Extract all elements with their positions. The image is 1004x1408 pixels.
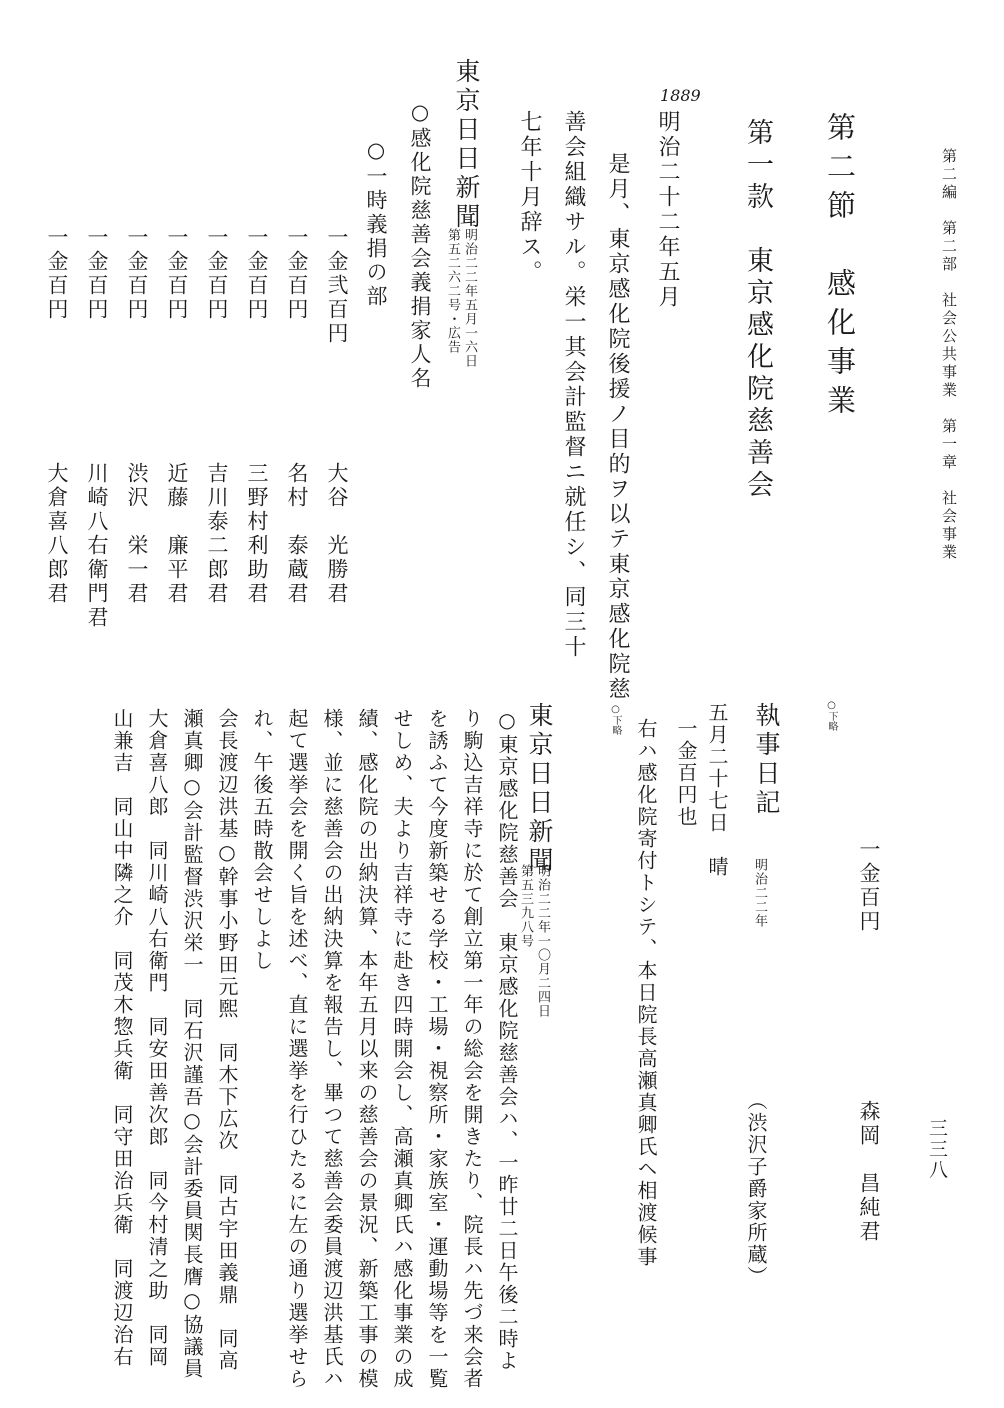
diary-year: 明治二二年: [752, 858, 767, 928]
donor-amount: 一金百円: [165, 226, 189, 322]
donor-amount: 一金百円: [285, 226, 309, 322]
donor-name: 吉川泰二郎君: [205, 462, 229, 606]
source-title: 東京日日新聞: [525, 702, 554, 876]
donor-name: 渋沢 栄一君: [125, 462, 149, 606]
donor-amount: 一金百円: [45, 226, 69, 322]
diary-item: 一金百円也: [674, 718, 698, 828]
diary-title: 執事日記: [752, 702, 781, 818]
article-line: 会長渡辺洪基○幹事小野田元煕 同木下広次 同古宇田義鼎 同高: [215, 708, 239, 1372]
article-line: 績、感化院の出納決算、本年五月以来の慈善会の景況、新築工事の模: [355, 708, 379, 1390]
article-line: ○東京感化院慈善会 東京感化院慈善会ハ、一昨廿二日午後二時よ: [495, 708, 519, 1372]
diary-provenance: （渋沢子爵家所蔵）: [744, 1090, 768, 1288]
donor-amount: 一金百円: [245, 226, 269, 322]
donor-name: 森岡 昌純君: [857, 1100, 881, 1244]
article-line: れ、午後五時散会せしよし: [250, 708, 274, 972]
donor-amount: 一金百円: [125, 226, 149, 322]
donor-list-heading: ○感化院慈善会義捐家人名: [408, 100, 432, 391]
article-line: を誘ふて今度新築せる学校・工場・視察所・家族室・運動場等を一覧: [425, 708, 449, 1390]
omission-note: ○下略: [610, 704, 621, 735]
donor-amount: 一金百円: [85, 226, 109, 322]
donor-amount: 一金弐百円: [325, 226, 349, 346]
donor-name: 三野村利助君: [245, 462, 269, 606]
diary-line: 右ハ感化院寄付トシテ、本日院長高瀬真卿氏ヘ相渡候事: [634, 718, 658, 1268]
donor-name: 大谷 光勝君: [325, 462, 349, 606]
donor-amount: 一金百円: [857, 838, 881, 934]
donor-list-subheading: ○一時義捐の部: [364, 138, 388, 309]
year-label: 1889: [660, 86, 701, 105]
article-line: り駒込吉祥寺に於て創立第一年の総会を開きたり、院長ハ先づ来会者: [460, 708, 484, 1390]
article-line: 瀬真卿○会計監督渋沢栄一 同石沢謹吾○会計委員関長膺○協議員: [180, 708, 204, 1380]
source-note-issue: 第五二六二号・広告: [445, 228, 460, 354]
page-number: 三三八: [926, 1118, 948, 1181]
donor-name: 近藤 廉平君: [165, 462, 189, 606]
donor-name: 大倉喜八郎君: [45, 462, 69, 606]
article-line: 大倉喜八郎 同川崎八右衛門 同安田善次郎 同今村清之助 同岡: [145, 708, 169, 1368]
subsection-title: 第一款 東京感化院慈善会: [742, 118, 773, 502]
entry-line-1: 是月、東京感化院後援ノ目的ヲ以テ東京感化院慈: [605, 152, 630, 702]
entry-date: 明治二十二年五月: [655, 110, 680, 310]
source-note-date: 明治二二年五月一六日: [462, 228, 477, 368]
source-note-date: 明治二二年一〇月二四日: [535, 864, 550, 1018]
donor-name: 名村 泰蔵君: [285, 462, 309, 606]
diary-date: 五月二十七日 晴: [705, 702, 729, 878]
running-header: 第二編 第二部 社会公共事業 第一章 社会事業: [940, 148, 958, 562]
article-line: 様、並に慈善会の出納決算を報告し、畢つて慈善会委員渡辺洪基氏ハ: [320, 708, 344, 1390]
donor-name: 川崎八右衛門君: [85, 462, 109, 630]
article-line: 山兼吉 同山中隣之介 同茂木惣兵衛 同守田治兵衛 同渡辺治右: [110, 708, 134, 1368]
omission-note: ○下略: [826, 700, 837, 731]
source-title: 東京日日新聞: [452, 58, 481, 232]
article-line: 起て選挙会を開く旨を述べ、直に選挙を行ひたるに左の通り選挙せら: [285, 708, 309, 1390]
article-line: せしめ、夫より吉祥寺に赴き四時開会し、高瀬真卿氏ハ感化事業の成: [390, 708, 414, 1390]
entry-line-3: 七年十月辞ス。: [517, 110, 542, 285]
section-title: 第二節 感化事業: [823, 112, 857, 424]
donor-amount: 一金百円: [205, 226, 229, 322]
source-note-issue: 第五三九八号: [518, 864, 533, 948]
entry-line-2: 善会組織サル。栄一其会計監督ニ就任シ、同三十: [561, 110, 586, 660]
